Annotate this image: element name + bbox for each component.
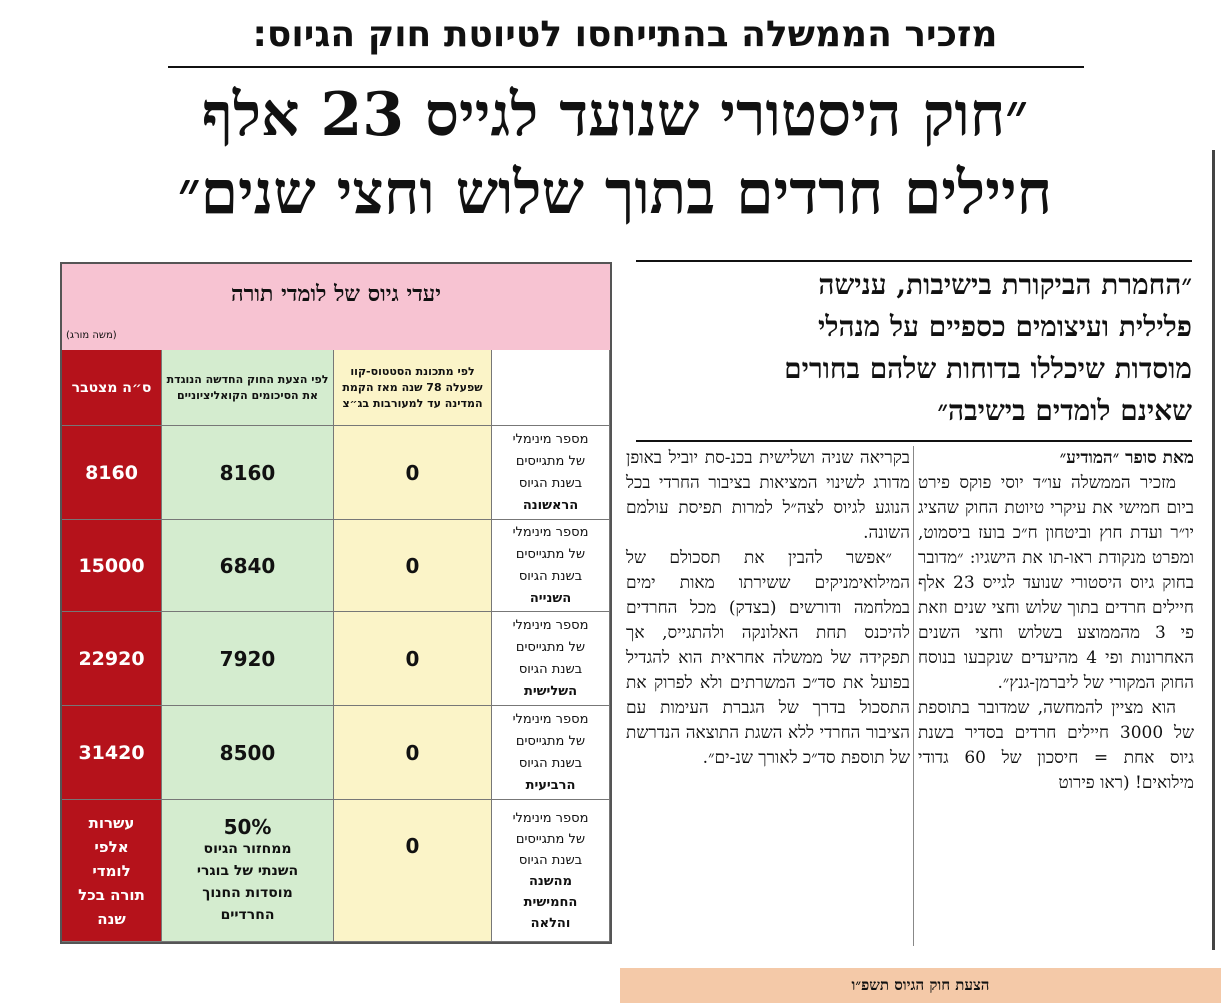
article-paragraph: בקריאה שניה ושלישית בכנ-סת יוביל באופן מדורג לשינוי המציאות בציבור החרדי בכל הנוגע לגיוס לצה״ל למרות תפיסת עולמם השונה. — [626, 448, 910, 543]
new-law-text: ממחזור הגיוס — [203, 840, 292, 857]
article-column-right — [918, 446, 1194, 982]
row-label-text: בשנת הגיוס — [518, 661, 583, 677]
row-label-text: של מתגייסים — [515, 453, 586, 469]
row-label-text: בשנת הגיוס — [518, 755, 583, 771]
row-label-fifth — [492, 800, 610, 942]
subhead-line-3: מוסדות שיכללו בדוחות שלהם בחורים — [784, 352, 1192, 385]
row-label-text: של מתגייסים — [515, 639, 586, 655]
status-quo-cell: 0 — [334, 706, 492, 800]
row-label-text: מספר מינימלי — [512, 617, 589, 633]
header-new-law: לפי הצעת החוק החדשה הנוגדת את הסיכומים הקואליציוניים — [162, 350, 334, 426]
row-label-text: בשנת הגיוס — [518, 568, 583, 584]
page-edge — [1212, 150, 1215, 950]
subhead-line-2: פלילית ועיצומים כספיים על מנהלי — [818, 310, 1192, 343]
new-law-text: מוסדות החנוך — [202, 884, 293, 901]
table-title: יעדי גיוס של לומדי תורה — [62, 264, 610, 350]
article-column-left — [626, 446, 910, 946]
total-text: שנה — [97, 909, 126, 928]
row-label-text: של מתגייסים — [515, 733, 586, 749]
row-label-text: מספר מינימלי — [512, 431, 589, 447]
byline: מאת סופר ״המודיע״ — [1059, 448, 1194, 468]
row-label-text: של מתגייסים — [515, 546, 586, 562]
status-quo-cell: 0 — [334, 426, 492, 520]
row-label — [492, 706, 610, 800]
headline-line-2: חיילים חרדים בתוך שלוש וחצי שנים״ — [177, 158, 1053, 228]
article-paragraph: הוא מציין להמחשה, שמדובר בתוספת של 3000 חיילים חרדים בסדיר בשנת גיוס אחת = חיסכון של 60 גדודי מילואים! (ראו פירוט — [918, 698, 1194, 793]
bottom-strip-title: הצעת חוק הגיוס תשפ״ו — [620, 968, 1221, 1003]
subhead-rule-bottom — [636, 440, 1192, 442]
status-quo-cell: 0 — [334, 520, 492, 612]
table-credit: (משה מורג) — [66, 330, 117, 341]
row-label-year: מהשנה — [528, 873, 573, 889]
row-label-text: מספר מינימלי — [512, 810, 589, 826]
row-label-year: הראשונה — [522, 497, 579, 513]
total-cell: 8160 — [62, 426, 162, 520]
row-label-year: השלישית — [523, 683, 578, 699]
subhead-rule-top — [636, 260, 1192, 262]
subheadline — [620, 264, 1192, 434]
total-cell: 15000 — [62, 520, 162, 612]
article-paragraph: מזכיר הממשלה עו״ד יוסי פוקס פירט ביום חמישי את עיקרי טיוטת החוק שהציג יו״ר ועדת חוץ וביטחון ח״כ בועז ביסמוט, ומפרט מנקודת ראו-תו את הישגיו: ״מדובר בחוק גיוס היסטורי שנועד לגייס 23 אלף חיילים חרדים בתוך שלוש וחצי שנים וזאת פי 3 מהממוצע בשלוש וחצי השנים האחרונות ופי 4 מהיעדים שנקבעו בנוסח החוק המקורי של ליברמן-גנץ״. — [918, 473, 1194, 693]
header-status-quo: לפי מתכונת הסטטוס-קוו שפעלה 78 שנה מאז הקמת המדינה עד למעורבות בג״צ — [334, 350, 492, 426]
status-quo-cell: 0 — [334, 612, 492, 706]
total-text: תורה בכל — [78, 885, 145, 904]
row-label-year: הרביעית — [525, 777, 576, 793]
row-label — [492, 612, 610, 706]
total-text: לומדי — [92, 861, 131, 880]
new-law-text: השנתי של בוגרי — [196, 862, 299, 879]
row-label — [492, 520, 610, 612]
headline-line-1: ״חוק היסטורי שנועד לגייס 23 אלף — [201, 80, 1029, 150]
total-text: עשרות — [88, 813, 135, 832]
new-law-text: החרדיים — [220, 906, 275, 923]
row-label-year: החמישית — [523, 894, 578, 910]
percentage: 50% — [223, 814, 272, 839]
new-law-cell: 7920 — [162, 612, 334, 706]
main-headline — [40, 76, 1190, 246]
subhead-line-1: ״החמרת הביקורת בישיבות, ענישה — [818, 268, 1192, 301]
total-text: אלפי — [94, 837, 129, 856]
new-law-cell: 6840 — [162, 520, 334, 612]
total-cell: 22920 — [62, 612, 162, 706]
row-label-text: של מתגייסים — [515, 831, 586, 847]
row-label-text: בשנת הגיוס — [518, 475, 583, 491]
row-label-text: מספר מינימלי — [512, 524, 589, 540]
article-paragraph: ״אפשר להבין את תסכולם של המילואימניקים ששירתו מאות ימים במלחמה ודורשים (בצדק) מכל החרדים להיכנס תחת האלונקה ולהתגייס, אך תפקידה של ממשלה אחראית הוא להגדיל בפועל את סד״כ המשרתים ולא לפרוק את התסכול בדרך של הגברת העימות עם הציבור החרדי ללא השגת התוצאה הנדרשת של תוספת סד״כ לאורך שנ-ים״. — [626, 548, 910, 768]
total-cell-fifth — [62, 800, 162, 942]
new-law-cell-fifth — [162, 800, 334, 942]
header-rule — [168, 66, 1084, 68]
row-label-text: בשנת הגיוס — [518, 852, 583, 868]
subhead-line-4: שאינם לומדים בישיבה״ — [937, 394, 1192, 427]
header-total: ס״ה מצטבר — [62, 350, 162, 426]
new-law-cell: 8160 — [162, 426, 334, 520]
column-divider — [913, 446, 914, 946]
total-cell: 31420 — [62, 706, 162, 800]
status-cell-fifth: 0 — [334, 800, 492, 942]
kicker-headline: מזכיר הממשלה בהתייחסו לטיוטת חוק הגיוס: — [252, 14, 998, 55]
header-label — [492, 350, 610, 426]
row-label-year: השנייה — [529, 590, 572, 606]
new-law-cell: 8500 — [162, 706, 334, 800]
row-label-text: מספר מינימלי — [512, 711, 589, 727]
row-label — [492, 426, 610, 520]
row-label-year: והלאה — [530, 915, 571, 931]
